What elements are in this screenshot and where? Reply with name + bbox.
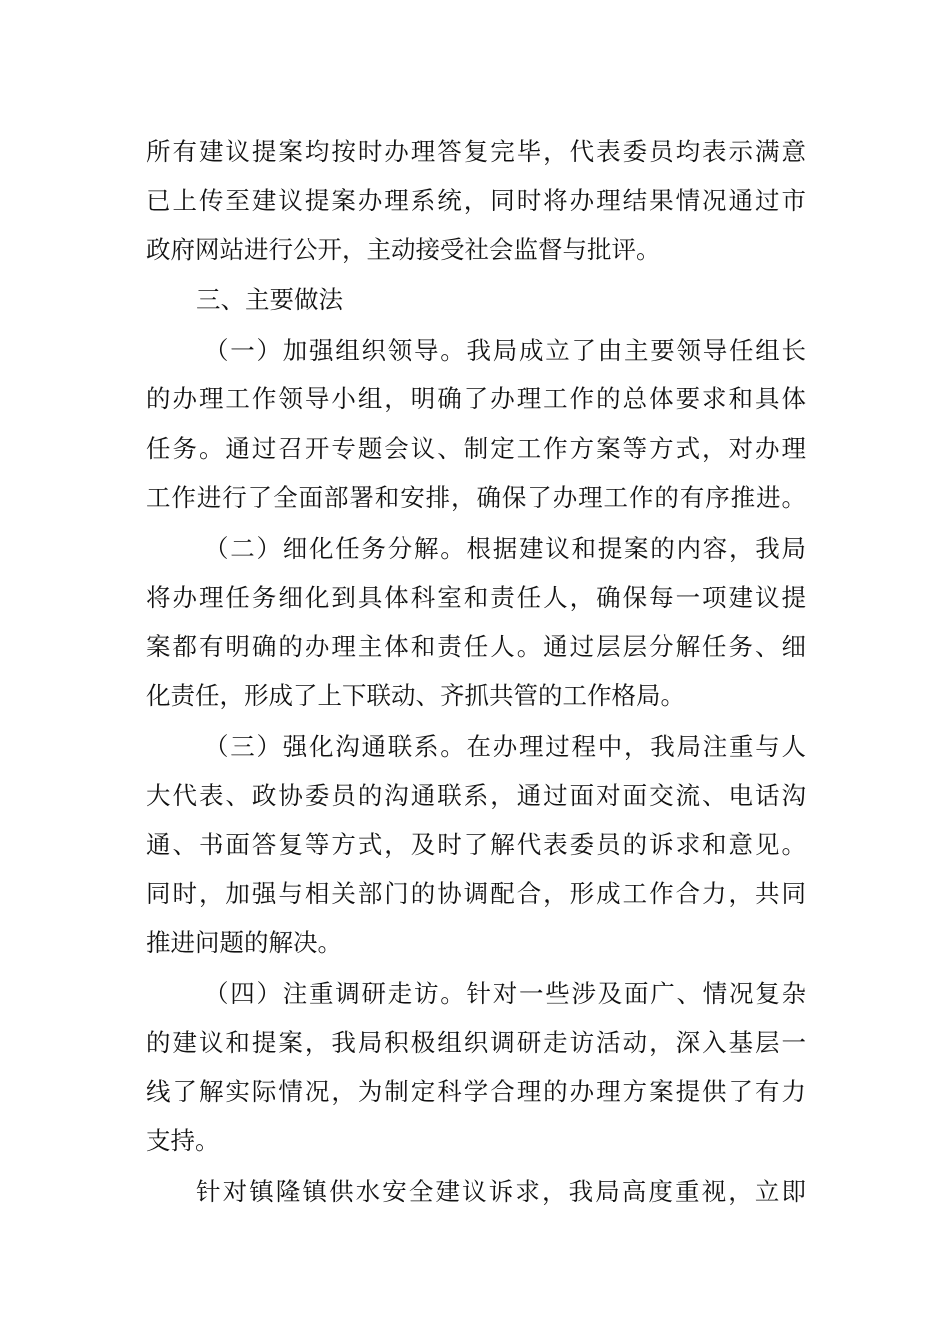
text-line: 案都有明确的办理主体和责任人。通过层层分解任务、细 — [146, 632, 806, 661]
text-line: 通、书面答复等方式，及时了解代表委员的诉求和意见。 — [146, 830, 806, 859]
text-line: 同时，加强与相关部门的协调配合，形成工作合力，共同 — [146, 879, 806, 908]
text-line: 将办理任务细化到具体科室和责任人，确保每一项建议提 — [146, 583, 806, 612]
text-line: 线了解实际情况，为制定科学合理的办理方案提供了有力 — [146, 1077, 806, 1106]
text-line: 政府网站进行公开，主动接受社会监督与批评。 — [146, 235, 661, 264]
text-line: 推进问题的解决。 — [146, 928, 342, 957]
text-line: 化责任，形成了上下联动、齐抓共管的工作格局。 — [146, 681, 685, 710]
text-line: 支持。 — [146, 1126, 220, 1155]
text-line: （一）加强组织领导。我局成立了由主要领导任组长 — [204, 336, 806, 365]
text-line: 所有建议提案均按时办理答复完毕，代表委员均表示满意 — [146, 137, 806, 166]
text-line: 大代表、政协委员的沟通联系，通过面对面交流、电话沟 — [146, 781, 806, 810]
section-heading: 三、主要做法 — [196, 285, 343, 314]
text-line: 工作进行了全面部署和安排，确保了办理工作的有序推进。 — [146, 483, 806, 512]
text-line: （四）注重调研走访。针对一些涉及面广、情况复杂 — [204, 979, 806, 1008]
text-line: 的办理工作领导小组，明确了办理工作的总体要求和具体 — [146, 384, 806, 413]
text-line: 的建议和提案，我局积极组织调研走访活动，深入基层一 — [146, 1028, 806, 1057]
text-line: 任务。通过召开专题会议、制定工作方案等方式，对办理 — [146, 434, 806, 463]
text-line: 针对镇隆镇供水安全建议诉求，我局高度重视，立即 — [196, 1177, 806, 1206]
text-line: 已上传至建议提案办理系统，同时将办理结果情况通过市 — [146, 186, 806, 215]
text-line: （三）强化沟通联系。在办理过程中，我局注重与人 — [204, 732, 806, 761]
text-line: （二）细化任务分解。根据建议和提案的内容，我局 — [204, 534, 806, 563]
